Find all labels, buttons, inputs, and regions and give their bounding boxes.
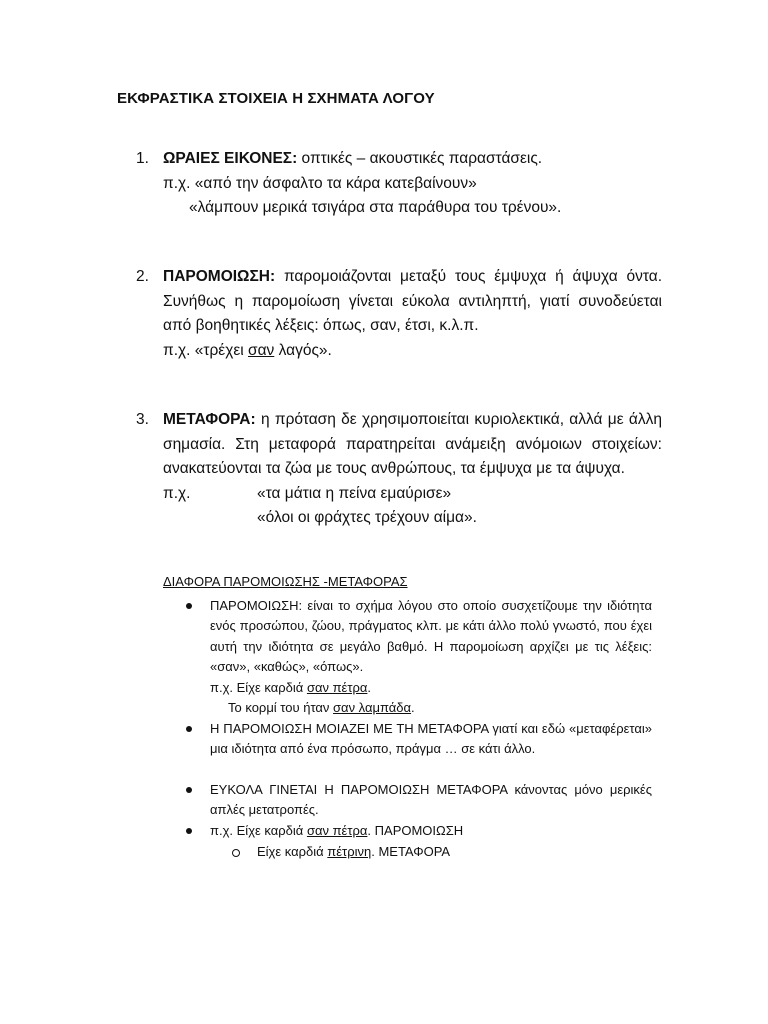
section-1 xyxy=(138,147,662,221)
bullet-item xyxy=(180,596,652,718)
example-underlined: πέτρινη xyxy=(327,844,372,859)
sub-bullet-icon xyxy=(232,849,240,857)
example-text: . xyxy=(411,700,415,716)
example-underlined: σαν λαμπάδα xyxy=(333,700,412,716)
bullet-text: ΕΥΚΟΛΑ ΓΙΝΕΤΑΙ Η ΠΑΡΟΜΟΙΩΣΗ ΜΕΤΑΦΟΡΑ κάνοντας μόνο μερικές απλές μετατροπές. xyxy=(210,782,652,818)
section-number: 2. xyxy=(136,268,149,285)
example-text: «τα μάτια η πείνα εμαύρισε» xyxy=(257,484,452,502)
example-text: . ΜΕΤΑΦΟΡΑ xyxy=(371,844,451,859)
bullet-example xyxy=(210,678,652,698)
example-text: π.χ. «τρέχει xyxy=(163,341,249,359)
section-definition xyxy=(163,265,662,339)
example-text: π.χ. Είχε καρδιά xyxy=(210,823,307,838)
section-example xyxy=(163,506,662,531)
sub-bullet-text xyxy=(257,842,450,862)
example-underlined: σαν πέτρα xyxy=(306,679,368,695)
example-text: . xyxy=(367,679,372,695)
bullet-text xyxy=(210,821,652,841)
section-text: η πρόταση δε χρησιμοποιείται κυριολεκτικά, αλλά με άλλη σημασία. Στη μεταφορά παρατηρείται ανάμειξη ανόμοιων στοιχείων: ανακατεύονται τα ζώα με τους ανθρώπους, τα έμψυχα με τα άψυχα. xyxy=(163,411,662,477)
section-definition xyxy=(163,147,662,172)
example-text: Είχε καρδιά xyxy=(257,844,328,859)
document-title: ΕΚΦΡΑΣΤΙΚΑ ΣΤΟΙΧΕΙΑ Η ΣΧΗΜΑΤΑ ΛΟΓΟΥ xyxy=(117,90,435,107)
example-text: λαγός». xyxy=(274,341,332,359)
example-text: Το κορμί του ήταν xyxy=(228,700,334,716)
section-3 xyxy=(138,408,662,531)
example-label: π.χ. xyxy=(163,484,191,502)
example-underlined: σαν xyxy=(248,341,275,359)
section-heading: ΜΕΤΑΦΟΡΑ: xyxy=(163,411,256,428)
bullet-example xyxy=(210,698,652,718)
section-text: οπτικές – ακουστικές παραστάσεις. xyxy=(297,150,543,167)
bullet-text: ΠΑΡΟΜΟΙΩΣΗ: είναι το σχήμα λόγου στο οποίο συσχετίζουμε την ιδιότητα ενός προσώπου, ζώου, πράγματος κλπ. με κάτι άλλο πολύ γνωστό, που έχει αυτή την ιδιότητα σε μεγάλο βαθμό. Η παρομοίωση αρχίζει με τις λέξεις: «σαν», «καθώς», «όπως». xyxy=(210,598,652,675)
section-definition xyxy=(163,408,662,482)
bullet-icon xyxy=(186,787,192,793)
section-example: «λάμπουν μερικά τσιγάρα στα παράθυρα του τρένου». xyxy=(189,199,562,216)
section-number: 1. xyxy=(136,150,149,167)
bullet-icon xyxy=(186,726,192,732)
section-number: 3. xyxy=(136,411,149,428)
difference-title: ΔΙΑΦΟΡΑ ΠΑΡΟΜΟΙΩΣΗΣ -ΜΕΤΑΦΟΡΑΣ xyxy=(163,574,408,589)
example-text: π.χ. Είχε καρδιά xyxy=(210,679,307,695)
bullet-item xyxy=(180,821,652,841)
section-example xyxy=(163,482,662,507)
section-2 xyxy=(138,265,662,363)
section-example xyxy=(163,339,662,364)
section-heading: ΩΡΑΙΕΣ ΕΙΚΟΝΕΣ: xyxy=(163,150,298,167)
bullet-icon xyxy=(186,828,192,834)
bullet-text: Η ΠΑΡΟΜΟΙΩΣΗ ΜΟΙΑΖΕΙ ΜΕ ΤΗ ΜΕΤΑΦΟΡΑ γιατί και εδώ «μεταφέρεται» μια ιδιότητα από ένα πρόσωπο, πράγμα … σε κάτι άλλο. xyxy=(210,721,652,757)
section-heading: ΠΑΡΟΜΟΙΩΣΗ: xyxy=(163,268,276,285)
example-text: . ΠΑΡΟΜΟΙΩΣΗ xyxy=(367,823,464,838)
example-underlined: σαν πέτρα xyxy=(306,823,368,838)
bullet-item xyxy=(180,719,652,760)
section-text: παρομοιάζονται μεταξύ τους έμψυχα ή άψυχα όντα. Συνήθως η παρομοίωση γίνεται εύκολα αντιληπτή, γιατί συνοδεύεται από βοηθητικές λέξεις: όπως, σαν, έτσι, κ.λ.π. xyxy=(163,268,662,334)
section-example: π.χ. «από την άσφαλτο τα κάρα κατεβαίνουν» xyxy=(163,174,477,192)
bullet-icon xyxy=(186,603,192,609)
example-text: «όλοι οι φράχτες τρέχουν αίμα». xyxy=(257,509,477,526)
bullet-item xyxy=(180,780,652,821)
